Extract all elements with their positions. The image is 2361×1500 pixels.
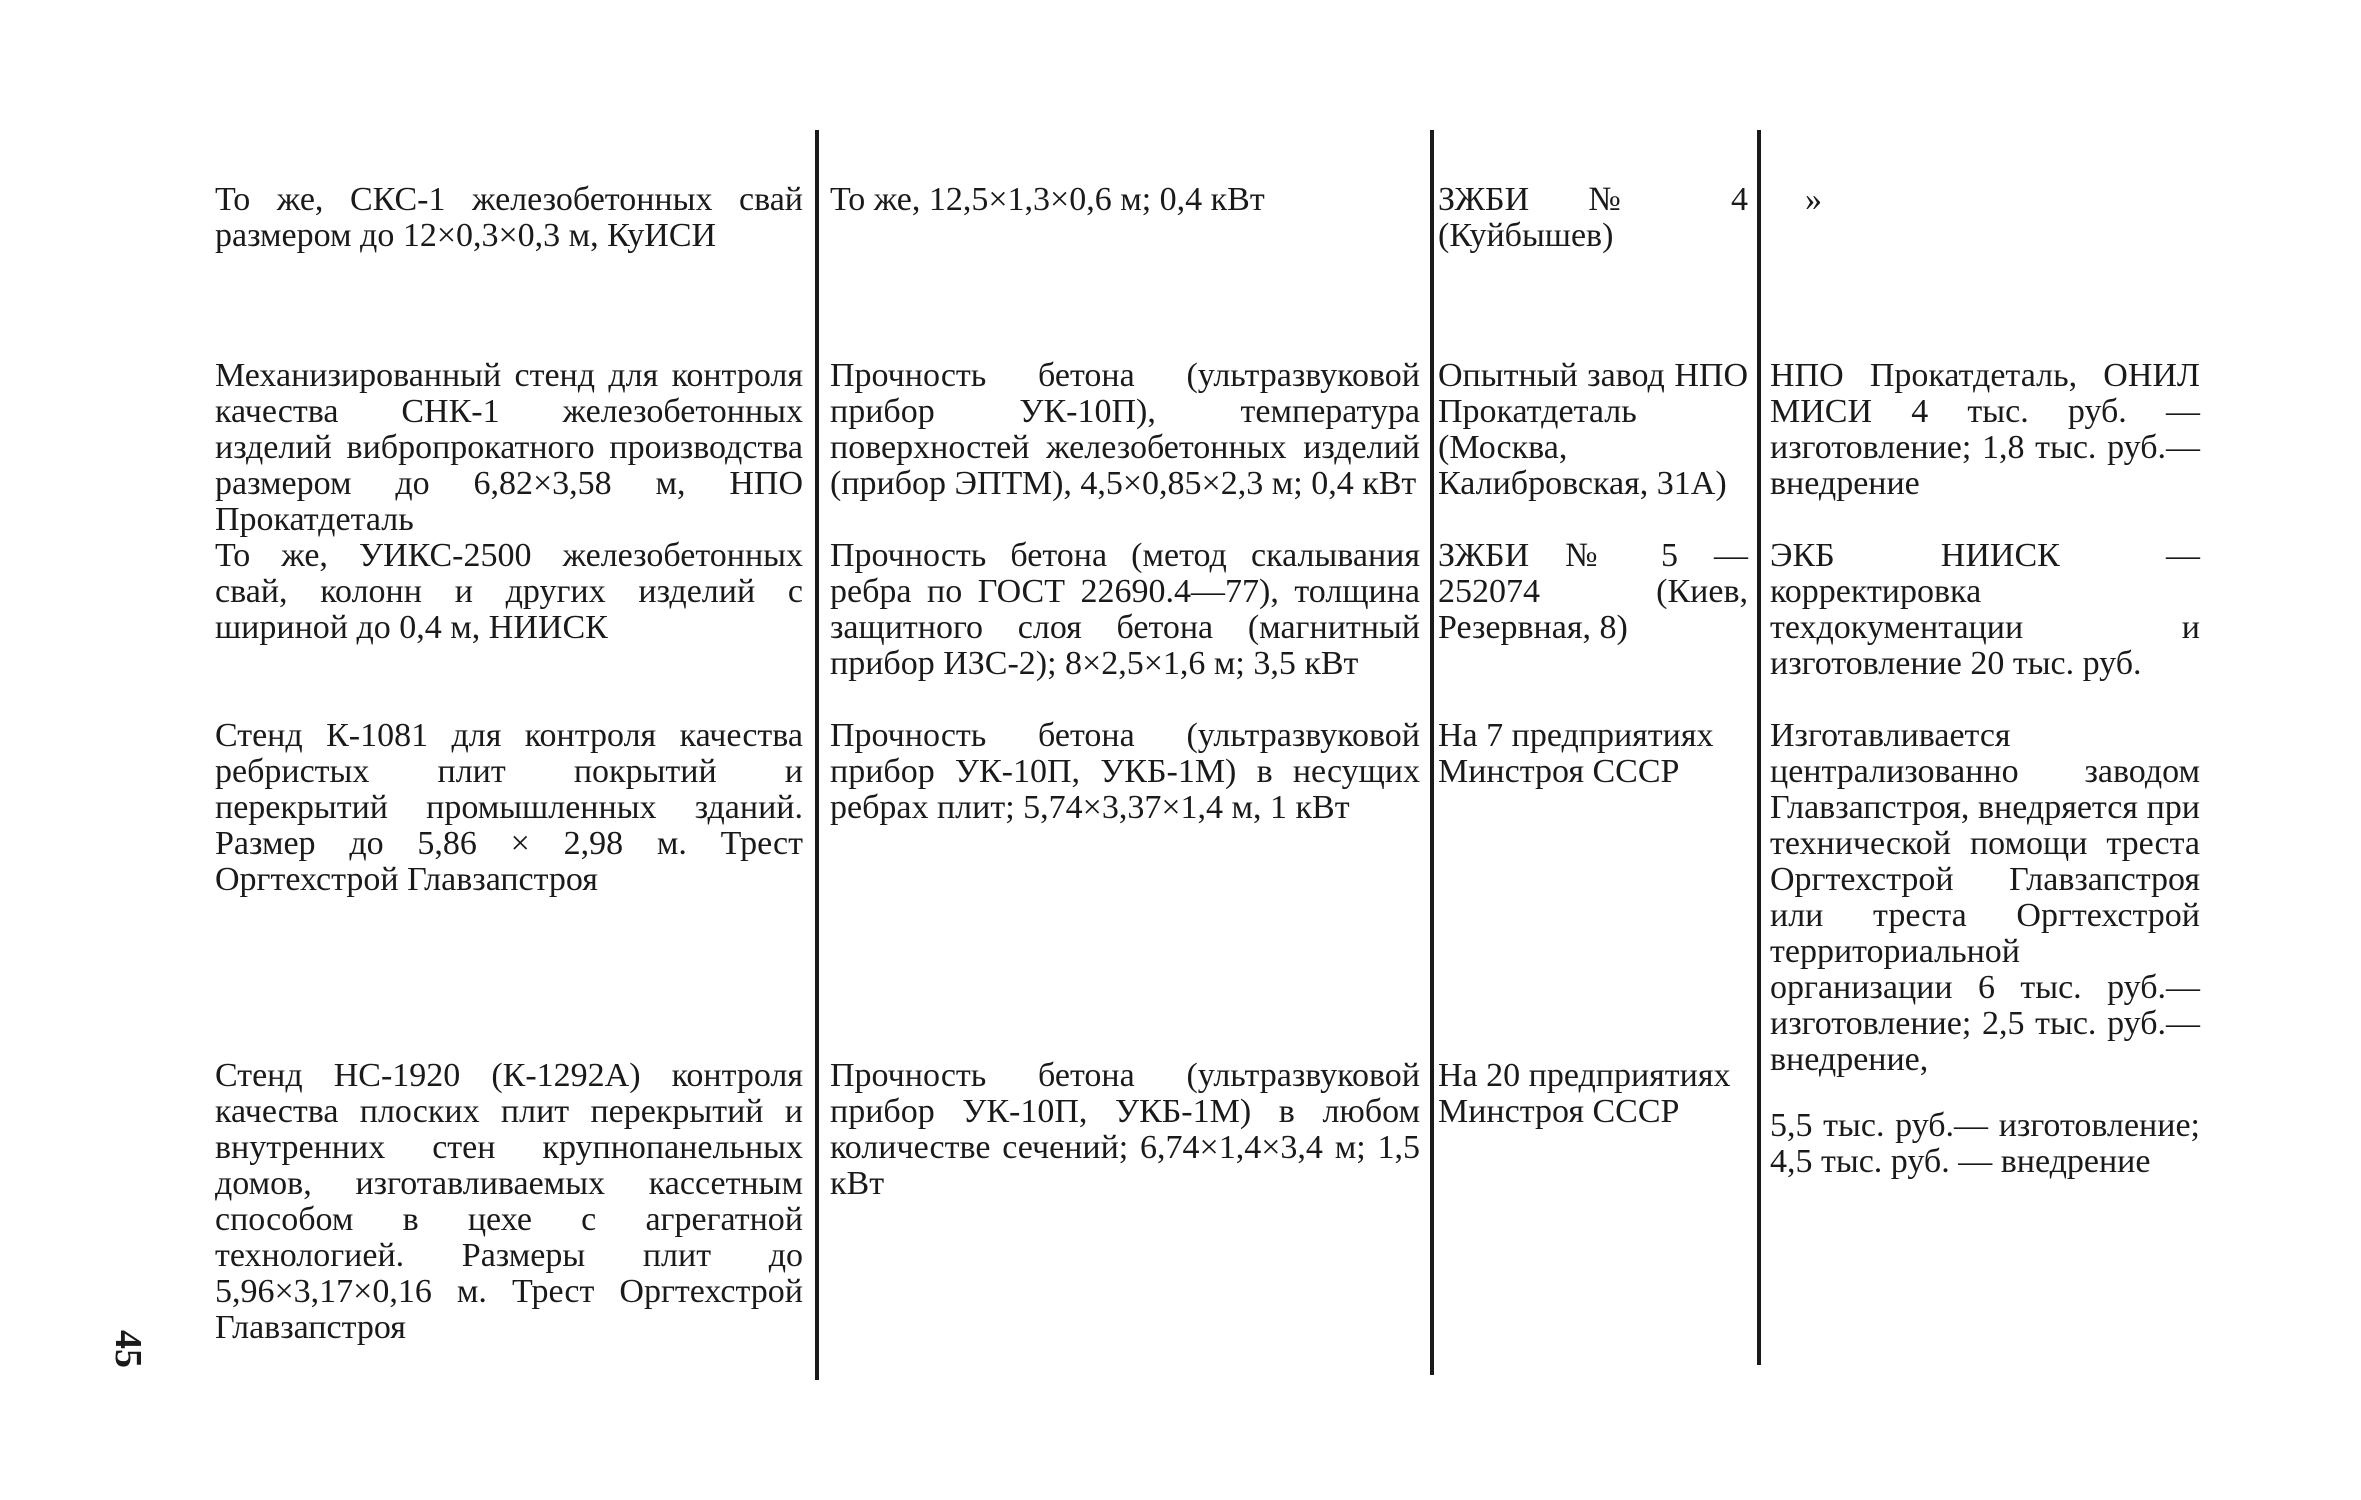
row-1-params: Прочность бетона (ультразвуковой прибор УК-10П), температура поверхностей железобетонных изделий (прибор ЭПТМ), 4,5×0,85×2,3 м; 0,4 кВт bbox=[830, 357, 1420, 502]
row-0-name: То же, СКС-1 железобетонных свай размером до 12×0,3×0,3 м, КуИСИ bbox=[215, 181, 803, 254]
row-1-terms: НПО Прокатдеталь, ОНИЛ МИСИ 4 тыс. руб. — изготовление; 1,8 тыс. руб.— внедрение bbox=[1770, 357, 2200, 502]
row-2-terms: ЭКБ НИИСК — корректировка техдокументации и изготовление 20 тыс. руб. bbox=[1770, 537, 2200, 682]
row-0-params: То же, 12,5×1,3×0,6 м; 0,4 кВт bbox=[830, 181, 1265, 218]
row-0-terms: » bbox=[1805, 181, 1822, 218]
row-3-place: На 7 предприятиях Минстроя СССР bbox=[1438, 717, 1714, 790]
column-divider bbox=[815, 130, 819, 1380]
row-2-place: ЗЖБИ № 5 — 252074 (Киев, Резервная, 8) bbox=[1438, 537, 1748, 646]
row-3-params: Прочность бетона (ультразвуковой прибор УК-10П, УКБ-1М) в несущих ребрах плит; 5,74×3,37×1,4 м, 1 кВт bbox=[830, 717, 1420, 826]
row-3-terms: Изготавливается централизованно заводом Главзапстроя, внедряется при технической помощи треста Оргтехстрой Главзапстроя или треста Оргтехстрой территориальной организации 6 тыс. руб.— изготовление; 2,5 тыс. руб.— внедрение, bbox=[1770, 717, 2200, 1078]
column-divider bbox=[1757, 130, 1761, 1365]
row-2-name: То же, УИКС-2500 железобетонных свай, колонн и других изделий с шириной до 0,4 м, НИИСК bbox=[215, 537, 803, 646]
row-1-name: Механизированный стенд для контроля качества СНК-1 железобетонных изделий вибропрокатного производства размером до 6,82×3,58 м, НПО Прокатдеталь bbox=[215, 357, 803, 538]
row-3-name: Стенд К-1081 для контроля качества ребристых плит покрытий и перекрытий промышленных зданий. Размер до 5,86 × 2,98 м. Трест Оргтехстрой Главзапстроя bbox=[215, 717, 803, 898]
row-4-params: Прочность бетона (ультразвуковой прибор УК-10П, УКБ-1М) в любом количестве сечений; 6,74×1,4×3,4 м; 1,5 кВт bbox=[830, 1057, 1420, 1202]
row-2-params: Прочность бетона (метод скалывания ребра по ГОСТ 22690.4—77), толщина защитного слоя бетона (магнитный прибор ИЗС-2); 8×2,5×1,6 м; 3,5 кВт bbox=[830, 537, 1420, 682]
row-4-name: Стенд НС-1920 (К-1292А) контроля качества плоских плит перекрытий и внутренних стен крупнопанельных домов, изготавливаемых кассетным способом в цехе с агрегатной технологией. Размеры плит до 5,96×3,17×0,16 м. Трест Оргтехстрой Главзапстроя bbox=[215, 1057, 803, 1346]
row-1-place: Опытный завод НПО Прокатдеталь (Москва, Калибровская, 31А) bbox=[1438, 357, 1748, 502]
column-divider bbox=[1430, 130, 1434, 1375]
row-4-terms: 5,5 тыс. руб.— изготовление; 4,5 тыс. руб. — внедрение bbox=[1770, 1107, 2200, 1180]
page-number: 45 bbox=[107, 1330, 149, 1368]
row-4-place: На 20 предприятиях Минстроя СССР bbox=[1438, 1057, 1731, 1130]
row-0-place: ЗЖБИ № 4 (Куйбышев) bbox=[1438, 181, 1748, 254]
